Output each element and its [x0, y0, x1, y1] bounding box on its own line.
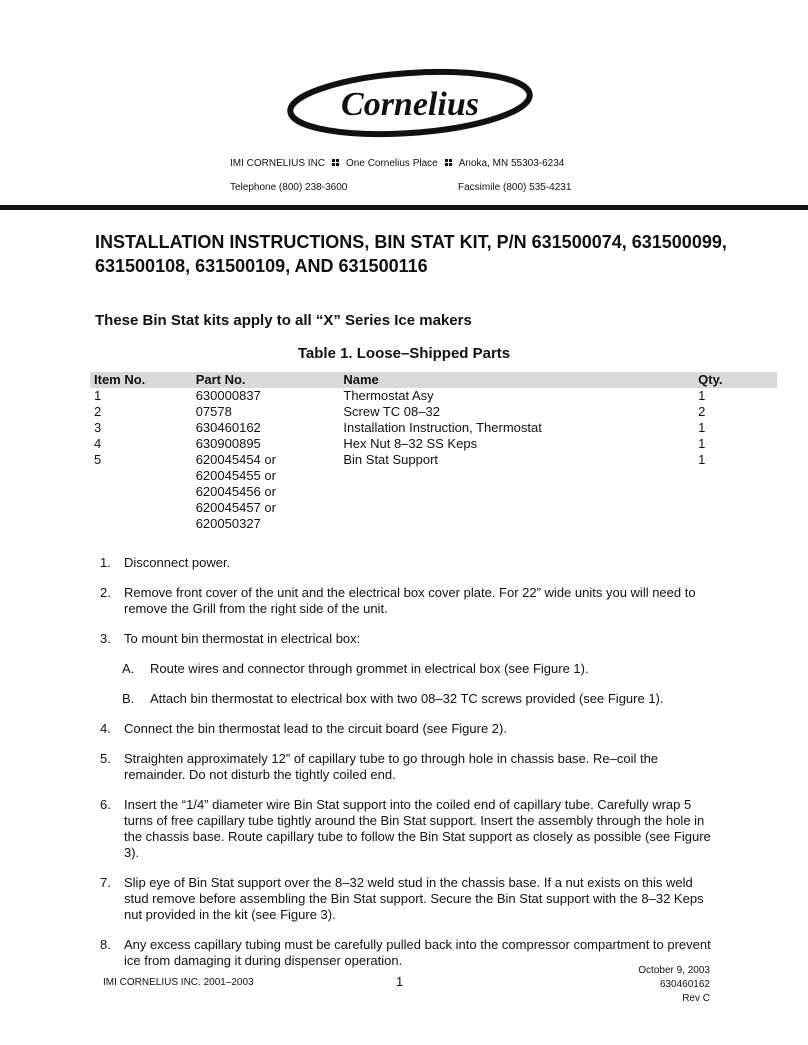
step-number: B. [122, 691, 135, 706]
cell-name: Bin Stat Support [343, 452, 439, 467]
step-2 [100, 585, 720, 617]
step-text: Disconnect power. [124, 555, 231, 570]
cell-part: 630460162 [195, 420, 261, 435]
col-part-no: Part No. [192, 372, 340, 388]
cell-name: Screw TC 08–32 [343, 404, 440, 419]
step-text: Straighten approximately 12” of capillary tube to go through hole in chassis base. Re–coil the remainder. Do not disturb the tightly coiled end. [124, 751, 659, 782]
header-rule [0, 205, 808, 210]
step-text: Slip eye of Bin Stat support over the 8–32 weld stud in the chassis base. If a nut exists on this weld stud remove before assembling the Bin Stat support. Secure the Bin Stat support with the 8–32 Keps nut provided in the kit (see Figure 3). [124, 875, 704, 922]
company-name: IMI CORNELIUS INC [230, 158, 326, 169]
footer-doc-number: 630460162 [659, 979, 710, 990]
footer-date: October 9, 2003 [638, 965, 710, 976]
cell-item: 1 [94, 388, 102, 403]
step-3 [100, 631, 720, 647]
cell-item: 5 [94, 452, 102, 467]
table-row [90, 420, 777, 436]
step-text: Connect the bin thermostat lead to the circuit board (see Figure 2). [124, 721, 507, 736]
instruction-steps [100, 555, 720, 983]
parts-table [90, 372, 777, 532]
cell-qty: 1 [698, 388, 706, 403]
col-qty: Qty. [694, 372, 777, 388]
cell-part: 07578 [195, 404, 232, 419]
separator-icon [445, 159, 452, 166]
cell-part: 620045454 or 620045455 or 620045456 or 620045457 or 620050327 [195, 452, 276, 531]
logo-wordmark: Cornelius [341, 86, 479, 123]
table-row [90, 388, 777, 404]
telephone: Telephone (800) 238-3600 [230, 182, 348, 193]
table-row [90, 452, 777, 532]
step-number: 3. [100, 631, 111, 646]
step-text: Attach bin thermostat to electrical box with two 08–32 TC screws provided (see Figure 1). [150, 691, 664, 706]
step-text: To mount bin thermostat in electrical box: [124, 631, 361, 646]
table-header-row [90, 372, 777, 388]
cell-qty: 1 [698, 436, 706, 451]
step-number: 2. [100, 585, 111, 600]
footer-revision: Rev C [682, 993, 710, 1004]
cell-item: 2 [94, 404, 102, 419]
facsimile: Facsimile (800) 535-4231 [458, 182, 572, 193]
cornelius-logo [285, 68, 535, 138]
step-number: 4. [100, 721, 111, 736]
cell-name: Hex Nut 8–32 SS Keps [343, 436, 478, 451]
step-8 [100, 937, 720, 969]
step-number: A. [122, 661, 135, 676]
table-row [90, 436, 777, 452]
col-item-no: Item No. [90, 372, 192, 388]
cell-name: Installation Instruction, Thermostat [343, 420, 542, 435]
street: One Cornelius Place [346, 158, 438, 169]
cell-part: 630900895 [195, 436, 261, 451]
cell-qty: 1 [698, 420, 706, 435]
step-text: Any excess capillary tubing must be carefully pulled back into the compressor compartment to prevent ice from damaging it during dispenser operation. [124, 937, 711, 968]
cell-qty: 1 [698, 452, 706, 467]
step-number: 6. [100, 797, 111, 812]
step-number: 7. [100, 875, 111, 890]
cell-qty: 2 [698, 404, 706, 419]
cell-item: 3 [94, 420, 102, 435]
step-text: Remove front cover of the unit and the electrical box cover plate. For 22” wide units you will need to remove the Grill from the right side of the unit. [124, 585, 696, 616]
separator-icon [332, 159, 339, 166]
cell-name: Thermostat Asy [343, 388, 434, 403]
col-name: Name [339, 372, 694, 388]
subtitle: These Bin Stat kits apply to all “X” Series Ice makers [95, 312, 472, 329]
page-title: INSTALLATION INSTRUCTIONS, BIN STAT KIT, P/N 631500074, 631500099, 631500108, 631500109, AND 631500116 [95, 232, 727, 276]
step-4 [100, 721, 720, 737]
city: Anoka, MN 55303-6234 [458, 158, 565, 169]
footer-doc-info [638, 964, 710, 1006]
step-1 [100, 555, 720, 571]
table-caption: Table 1. Loose–Shipped Parts [297, 345, 511, 362]
footer-copyright: IMI CORNELIUS INC. 2001–2003 [103, 977, 254, 988]
page-number: 1 [396, 974, 404, 989]
step-3a [122, 661, 720, 677]
step-6 [100, 797, 720, 861]
table-row [90, 404, 777, 420]
cell-part: 630000837 [195, 388, 261, 403]
step-text: Route wires and connector through grommet in electrical box (see Figure 1). [150, 661, 589, 676]
address-line [230, 158, 564, 169]
step-5 [100, 751, 720, 783]
step-number: 1. [100, 555, 111, 570]
cell-item: 4 [94, 436, 102, 451]
step-number: 5. [100, 751, 111, 766]
step-text: Insert the “1/4” diameter wire Bin Stat support into the coiled end of capillary tube. Carefully wrap 5 turns of free capillary tube tightly around the Bin Stat support. Insert the assembly through the hole in the chassis base. Route capillary tube to follow the Bin Stat support as closely as possible (see Figure 3). [124, 797, 711, 860]
step-number: 8. [100, 937, 111, 952]
step-3b [122, 691, 720, 707]
step-7 [100, 875, 720, 923]
